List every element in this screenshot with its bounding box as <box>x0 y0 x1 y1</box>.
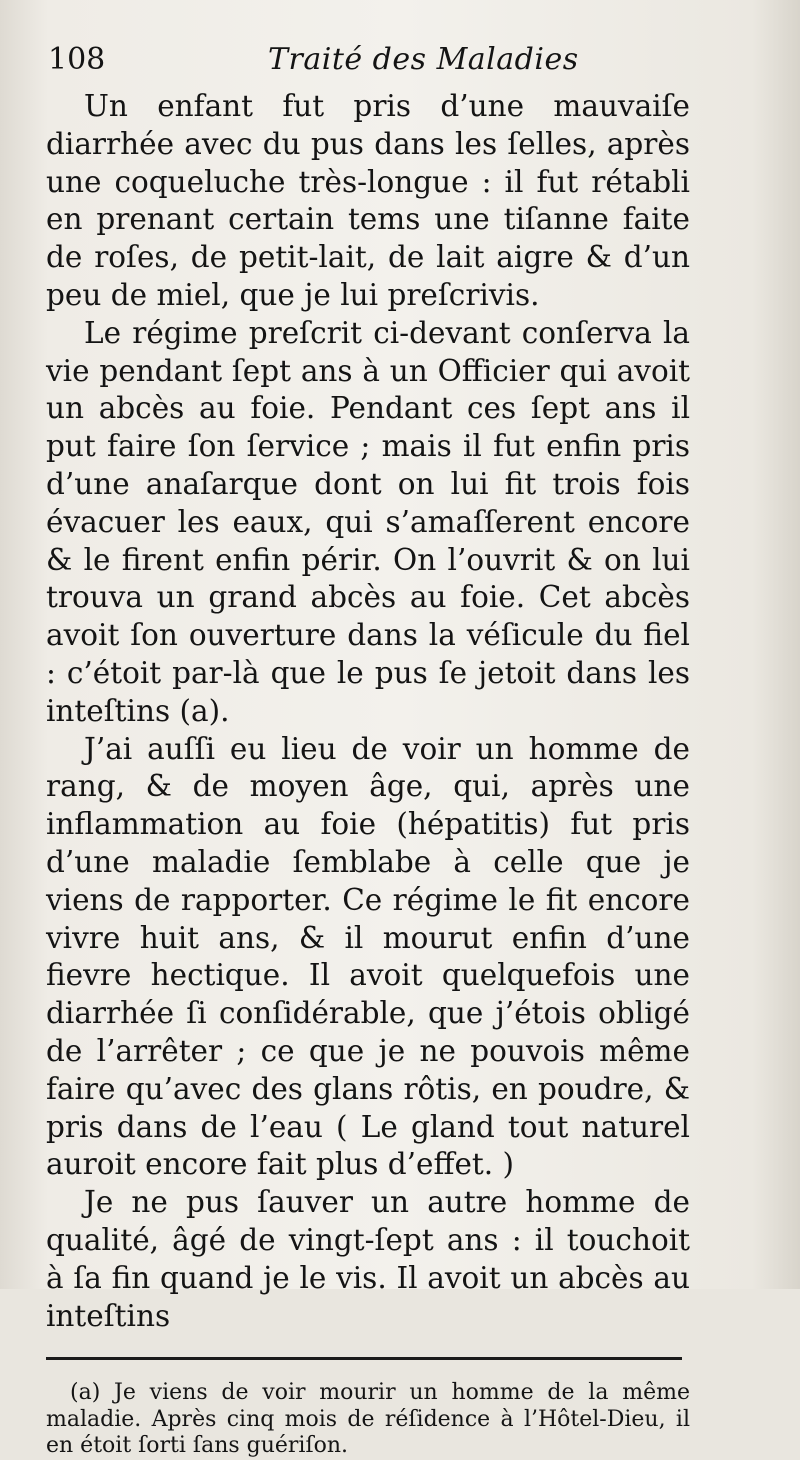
paragraph-text: J’ai auſſi eu lieu de voir un homme de rang, & de moyen âge, qui, après une inflammation au foie (hépatitis) fut pris d’une maladie ſemblabe à celle que je viens de rapporter. Ce régime le fit encore vivre huit ans, & il mourut enfin d’une fievre hectique. Il avoit quelquefois une diarrhée ſi conſidérable, que j’étois obligé de l’arrêter ; ce que je ne pouvois même faire qu’avec des glans rôtis, en poudre, & pris dans de l’eau ( Le gland tout naturel auroit encore fait plus d’effet. ) <box>46 731 690 1182</box>
paragraph <box>46 731 690 1185</box>
paragraph <box>46 315 690 731</box>
footnote-text: (a) Je viens de voir mourir un homme de la même maladie. Après cinq mois de réſidence à l’Hôtel-Dieu, il en étoit ſorti ſans guériſon. <box>46 1380 690 1459</box>
paragraph <box>46 88 690 315</box>
footnote-rule <box>46 1357 682 1360</box>
body-text <box>46 88 690 1335</box>
paragraph-text: Un enfant fut pris d’une mauvaiſe diarrhée avec du pus dans les ſelles, après une coqueluche très-longue : il fut rétabli en prenant certain tems une tiſanne faite de roſes, de petit-lait, de lait aigre & d’un peu de miel, que je lui preſcrivis. <box>46 89 690 312</box>
paragraph <box>46 1184 690 1335</box>
page-number: 108 <box>48 42 106 77</box>
paragraph-text: Le régime preſcrit ci-devant conſerva la vie pendant ſept ans à un Officier qui avoit un abcès au foie. Pendant ces ſept ans il put faire ſon ſervice ; mais il fut enfin pris d’une anaſarque dont on lui fit trois fois évacuer les eaux, qui s’amaſſerent encore & le firent enfin périr. On l’ouvrit & on lui trouva un grand abcès au foie. Cet abcès avoit ſon ouverture dans la véſicule du fiel : c’étoit par-là que le pus ſe jetoit dans les inteſtins (a). <box>46 315 690 728</box>
running-title: Traité des Maladies <box>268 42 579 77</box>
footnote <box>46 1380 690 1460</box>
paragraph-text: Je ne pus ſauver un autre homme de qualité, âgé de vingt-ſept ans : il touchoit à ſa fin quand je le vis. Il avoit un abcès au inteſtins <box>46 1185 690 1333</box>
running-head <box>46 38 690 88</box>
